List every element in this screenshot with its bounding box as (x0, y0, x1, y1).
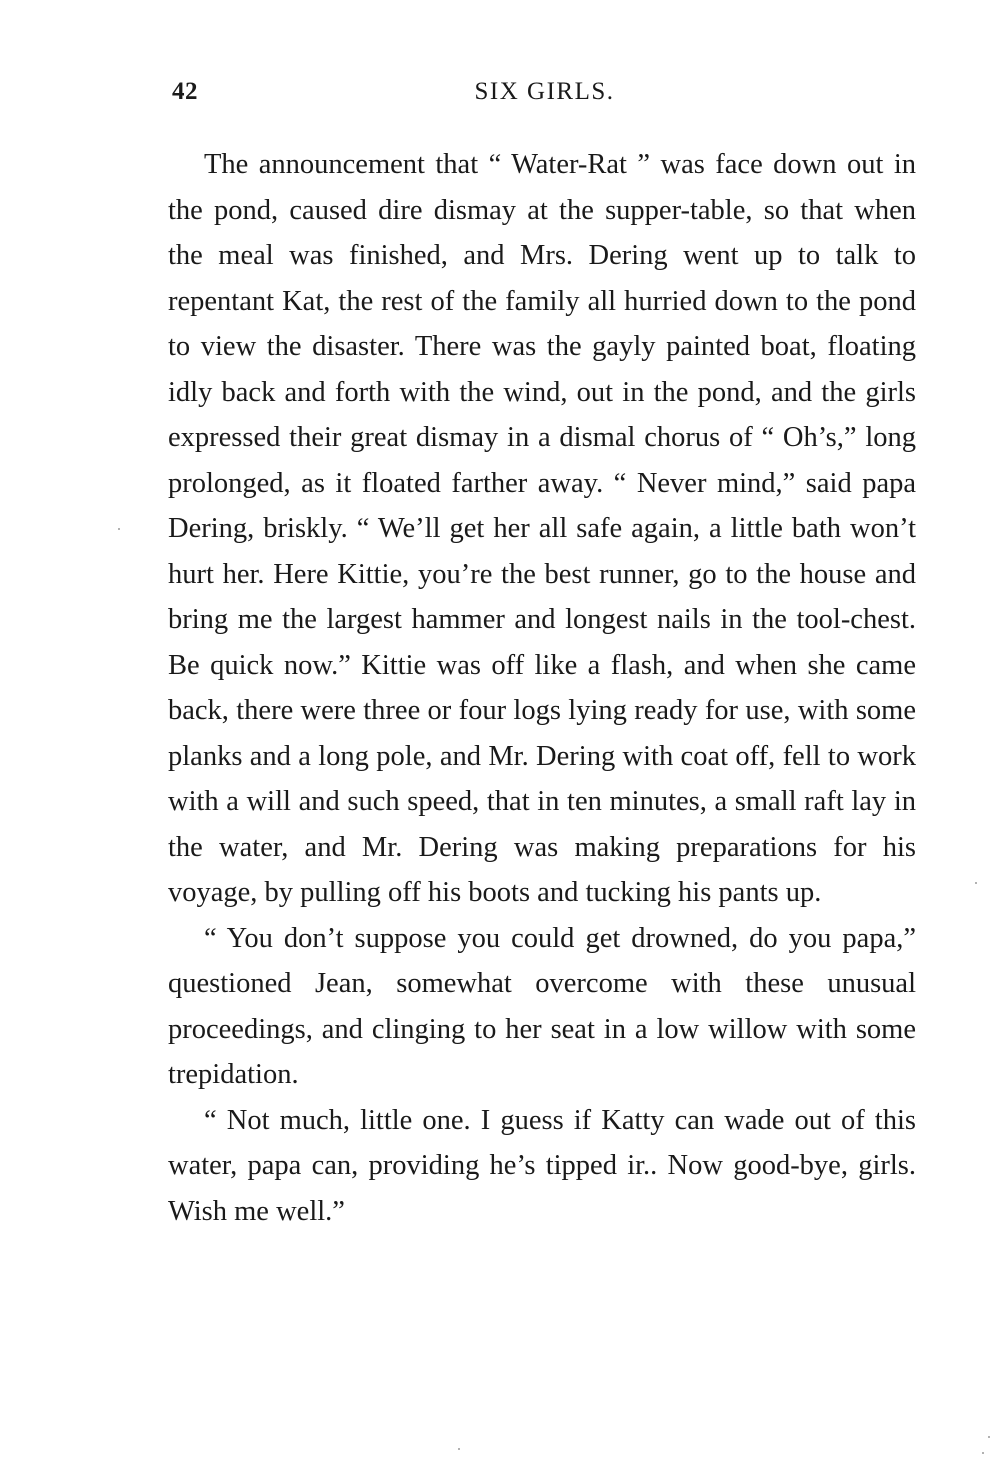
paragraph-3: “ Not much, little one. I guess if Katty can wade out of this water, papa can, providing he’s tipped ir.. Now good-bye, girls. Wish me well.” (168, 1104, 916, 1227)
running-title: SIX GIRLS. (474, 78, 615, 105)
page-number: 42 (172, 78, 198, 105)
scan-speck (988, 1436, 990, 1438)
paragraph-2: “ You don’t suppose you could get drowned, do you papa,” questioned Jean, somewhat overcome with these unusual proceedings, and clinging to her seat in a low willow with some trepidation. (168, 922, 916, 1090)
body-text (168, 142, 916, 1234)
scan-speck (118, 528, 120, 530)
scan-speck (975, 882, 977, 884)
paragraph-1: The announcement that “ Water-Rat ” was face down out in the pond, caused dire dismay at the supper-table, so that when the meal was finished, and Mrs. Dering went up to talk to repentant Kat, the rest of the family all hurried down to the pond to view the disaster. There was the gayly painted boat, floating idly back and forth with the wind, out in the pond, and the girls expressed their great dismay in a dismal chorus of “ Oh’s,” long prolonged, as it floated farther away. “ Never mind,” said papa Dering, briskly. “ We’ll get her all safe again, a little bath won’t hurt her. Here Kittie, you’re the best runner, go to the house and bring me the largest hammer and longest nails in the tool-chest. Be quick now.” Kittie was off like a flash, and when she came back, there were three or four logs lying ready for use, with some planks and a long pole, and Mr. Dering with coat off, fell to work with a will and such speed, that in ten minutes, a small raft lay in the water, and Mr. Dering was making preparations for his voyage, by pulling off his boots and tucking his pants up. (168, 149, 916, 908)
scan-speck (458, 1448, 460, 1450)
scan-speck (982, 1452, 984, 1454)
page-header (172, 78, 917, 118)
